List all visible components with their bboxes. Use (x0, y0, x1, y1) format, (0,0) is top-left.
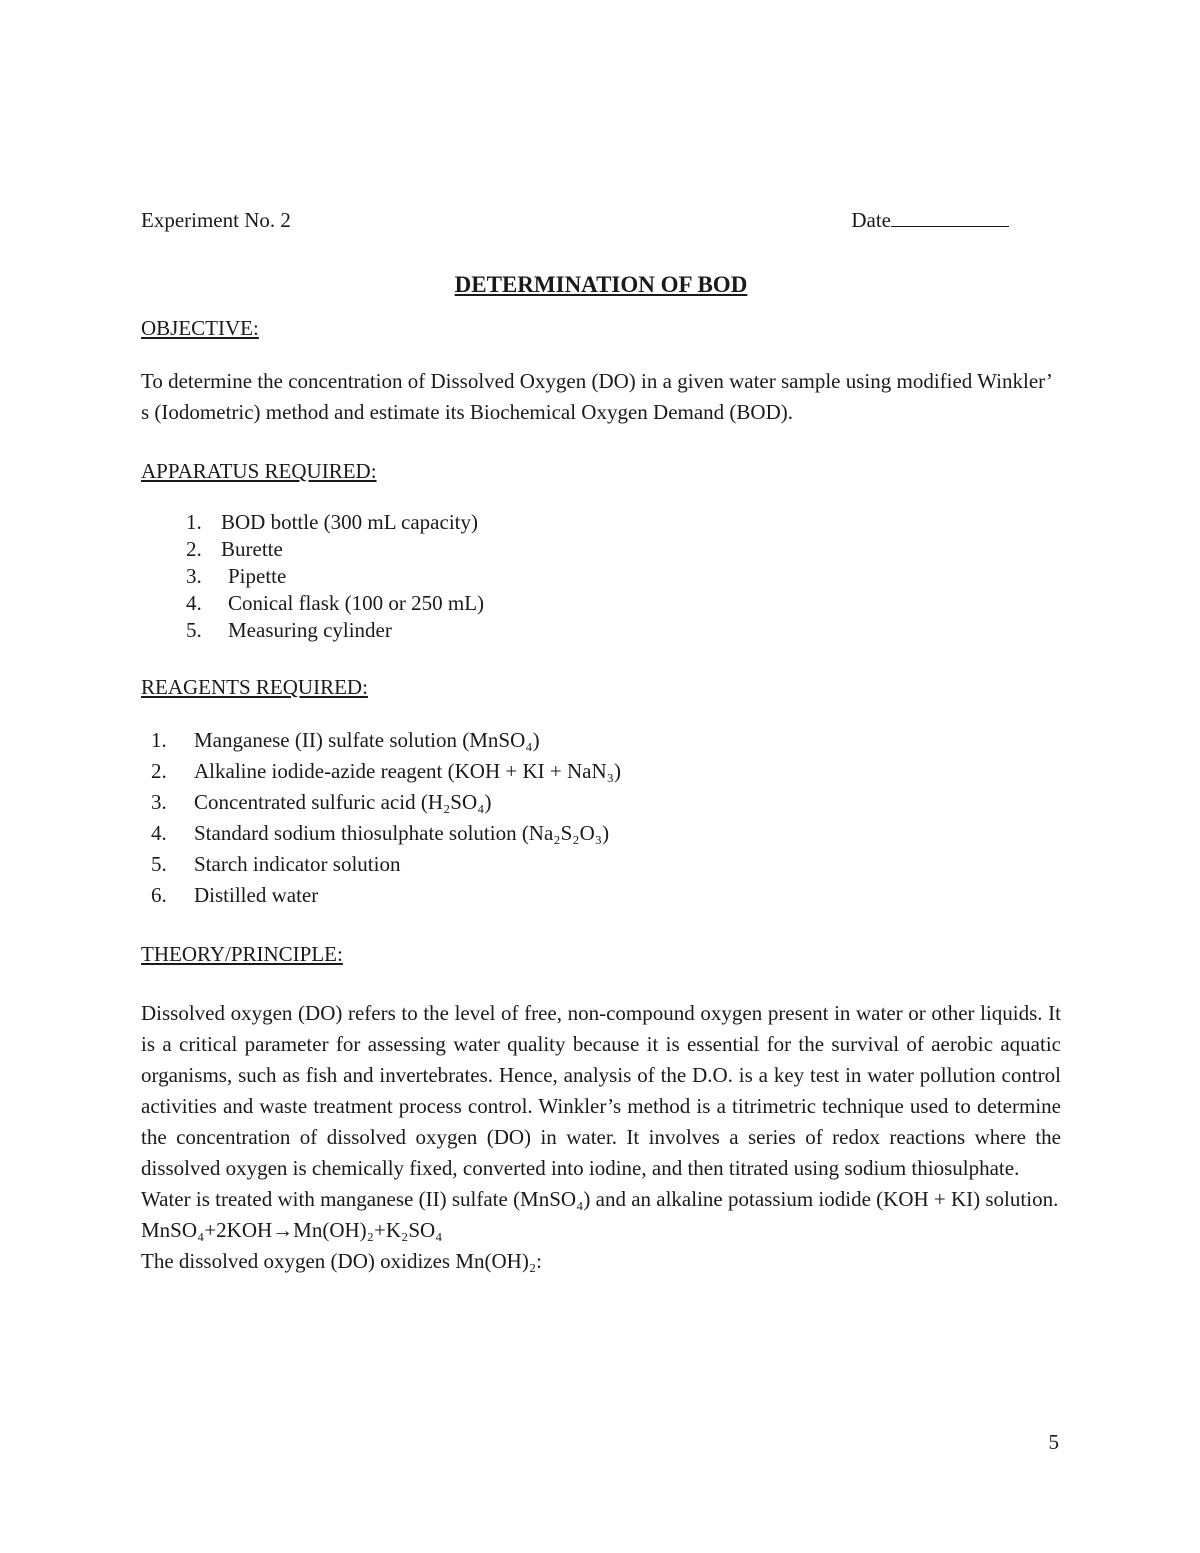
reagents-heading: REAGENTS REQUIRED: (141, 675, 368, 699)
date-blank-line (891, 208, 1009, 227)
list-item: 2. Burette (186, 537, 283, 561)
page-number: 5 (1048, 1430, 1059, 1454)
date-field (851, 205, 1009, 245)
theory-heading: THEORY/PRINCIPLE: (141, 942, 343, 966)
objective-text: To determine the concentration of Dissolved Oxygen (DO) in a given water sample using modified Winkler’ s (Iodometric) method and estimate its Biochemical Oxygen Demand (BOD). (141, 369, 1052, 424)
equation: MnSO₄+2KOH→Mn(OH)₂+K₂SO₄ (141, 1218, 443, 1242)
list-item: 3. Concentrated sulfuric acid (H₂SO₄) (151, 790, 492, 814)
theory-paragraph: Water is treated with manganese (II) sulfate (MnSO₄) and an alkaline potassium iodide (KOH + KI) solution. (141, 1187, 1059, 1211)
apparatus-list (141, 509, 1061, 644)
theory-paragraph: Dissolved oxygen (DO) refers to the level of free, non-compound oxygen present in water or other liquids. It is a critical parameter for assessing water quality because it is essential for the survival of aerobic aquatic organisms, such as fish and invertebrates. Hence, analysis of the D.O. is a key test in water pollution control activities and waste treatment process control. Winkler’s method is a titrimetric technique used to determine the concentration of dissolved oxygen (DO) in water. It involves a series of redox reactions where the dissolved oxygen is chemically fixed, converted into iodine, and then titrated using sodium thiosulphate. (141, 1001, 1061, 1180)
reagents-list (141, 725, 1061, 911)
theory-paragraph: The dissolved oxygen (DO) oxidizes Mn(OH)₂: (141, 1249, 542, 1273)
list-item: 5. Measuring cylinder (186, 618, 392, 642)
list-item: 2. Alkaline iodide-azide reagent (KOH + KI + NaN₃) (151, 759, 621, 783)
list-item: 3. Pipette (186, 564, 287, 588)
list-item: 1. Manganese (II) sulfate solution (MnSO₄) (151, 728, 540, 752)
list-item: 6. Distilled water (151, 883, 319, 907)
list-item: 4. Conical flask (100 or 250 mL) (186, 591, 485, 615)
list-item: 5. Starch indicator solution (151, 852, 401, 876)
header-row (141, 205, 1061, 245)
date-label: Date (851, 208, 891, 232)
document-page (141, 205, 1061, 1277)
apparatus-heading: APPARATUS REQUIRED: (141, 459, 377, 483)
experiment-number: Experiment No. 2 (141, 208, 291, 232)
list-item: 1. BOD bottle (300 mL capacity) (186, 510, 478, 534)
list-item: 4. Standard sodium thiosulphate solution (Na₂S₂O₃) (151, 821, 610, 845)
page-title: DETERMINATION OF BOD (454, 272, 748, 297)
objective-heading: OBJECTIVE: (141, 316, 259, 340)
